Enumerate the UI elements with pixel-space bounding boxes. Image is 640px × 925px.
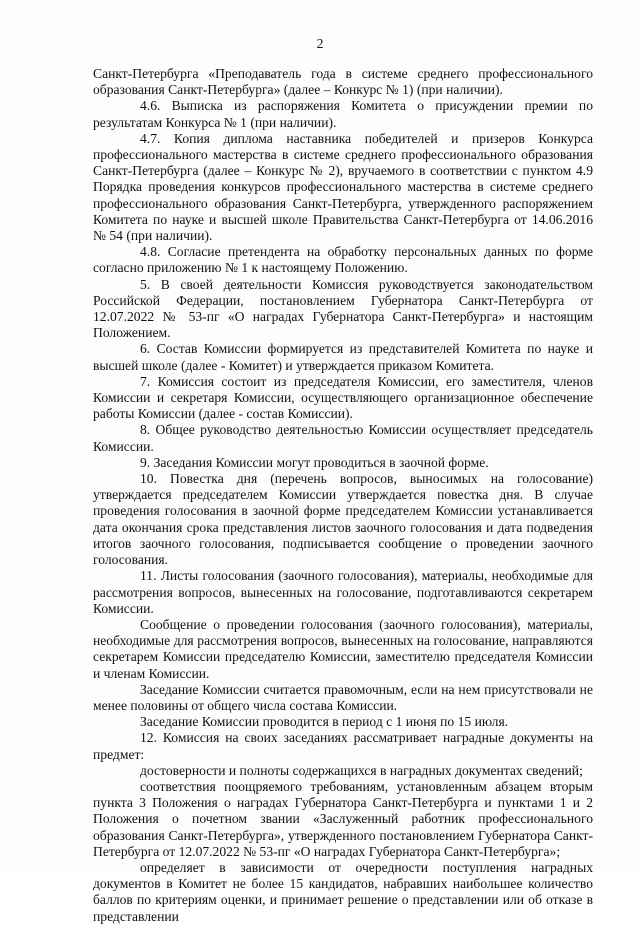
paragraph-12: 12. Комиссия на своих заседаниях рассматривает наградные документы на предмет: (93, 730, 593, 762)
paragraph-5: 5. В своей деятельности Комиссия руководствуется законодательством Российской Федерации, постановлением Губернатора Санкт-Петербурга от 12.07.2022 № 53-пг «О наградах Губернатора Санкт-Петербурга» и настоящим Положением. (93, 276, 593, 341)
paragraph-meeting-period: Заседание Комиссии проводится в период с 1 июня по 15 июля. (140, 714, 509, 730)
paragraph-12-item-candidates: определяет в зависимости от очередности поступления наградных документов в Комитет не более 15 кандидатов, набравших наибольшее количество баллов по критериям оценки, и принимает решение о представлении или об отказе в представлении (93, 859, 593, 924)
page-number: 2 (316, 36, 324, 51)
paragraph-6: 6. Состав Комиссии формируется из представителей Комитета по науке и высшей школе (далее - Комитет) и утверждается приказом Комитета. (93, 341, 593, 373)
paragraph-12-item-compliance: соответствия поощряемого требованиям, установленным абзацем вторым пункта 3 Положения о наградах Губернатора Санкт-Петербурга и пунктами 1 и 2 Положения о почетном звании «Заслуженный работник профессионального образования Санкт-Петербурга», утвержденного постановлением Губернатора Санкт-Петербурга от 12.07.2022 № 53-пг «О наградах Губернатора Санкт-Петербурга»; (93, 778, 593, 859)
paragraph-9: 9. Заседания Комиссии могут проводиться в заочной форме. (140, 454, 489, 470)
paragraph-quorum: Заседание Комиссии считается правомочным, если на нем присутствовали не менее половины от общего числа состава Комиссии. (93, 681, 593, 713)
paragraph-voting-notice: Сообщение о проведении голосования (заочного голосования), материалы, необходимые для рассмотрения вопросов, вынесенных на голосование, направляются секретарем Комиссии председателю Комиссии, заместителю председателя Комиссии и членам Комиссии. (93, 616, 593, 681)
paragraph-10: 10. Повестка дня (перечень вопросов, выносимых на голосование) утверждается председателем Комиссии утверждается повестка дня. В случае проведения голосования в заочной форме председателем Комиссии устанавливается дата окончания срока представления листов заочного голосования и дата подведения итогов заочного голосования, подписывается сообщение о проведении заочного голосования. (93, 471, 593, 568)
paragraph-4-6: 4.6. Выписка из распоряжения Комитета о присуждении премии по результатам Конкурса № 1 (при наличии). (93, 98, 593, 130)
paragraph-12-item-reliability: достоверности и полноты содержащихся в наградных документах сведений; (140, 762, 583, 778)
paragraph-8: 8. Общее руководство деятельностью Комиссии осуществляет председатель Комиссии. (93, 422, 593, 454)
paragraph-11: 11. Листы голосования (заочного голосования), материалы, необходимые для рассмотрения вопросов, вынесенных на голосование, подготавливаются секретарем Комиссии. (93, 568, 593, 616)
paragraph-4-8: 4.8. Согласие претендента на обработку персональных данных по форме согласно приложению № 1 к настоящему Положению. (93, 244, 593, 276)
document-body (93, 66, 593, 925)
paragraph-7: 7. Комиссия состоит из председателя Комиссии, его заместителя, членов Комиссии и секретаря Комиссии, осуществляющего организационное обеспечение работы Комиссии (далее - состав Комиссии). (93, 373, 593, 422)
paragraph-4-7: 4.7. Копия диплома наставника победителей и призеров Конкурса профессионального мастерства в системе среднего профессионального образования Санкт-Петербурга (далее – Конкурс № 2), вручаемого в соответствии с пунктом 4.9 Порядка проведения конкурсов профессионального мастерства в системе среднего профессионального образования Санкт-Петербурга, утвержденного распоряжением Комитета по науке и высшей школе Правительства Санкт-Петербурга от 14.06.2016 № 54 (при наличии). (93, 130, 593, 244)
paragraph-contest-1-continuation: Санкт-Петербурга «Преподаватель года в системе среднего профессионального образования Санкт-Петербурга» (далее – Конкурс № 1) (при наличии). (93, 66, 593, 98)
